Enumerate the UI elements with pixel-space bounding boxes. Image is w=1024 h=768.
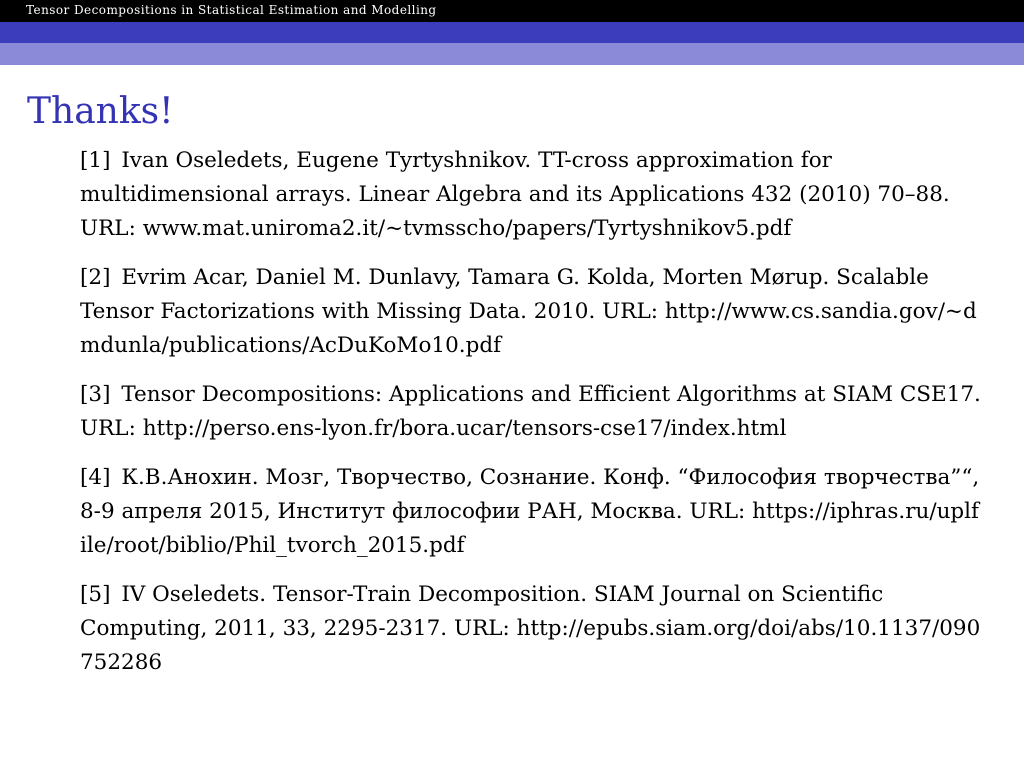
reference-number: [2] <box>80 265 111 290</box>
reference-number: [3] <box>80 382 111 407</box>
reference-number: [4] <box>80 465 111 490</box>
reference-url[interactable]: http://epubs.siam.org/doi/abs/10.1137/090752286 <box>80 616 981 675</box>
reference-url[interactable]: http://perso.ens-lyon.fr/bora.ucar/tensors-cse17/index.html <box>142 416 787 441</box>
header-bar <box>0 0 1024 22</box>
reference-text: Ivan Oseledets, Eugene Tyrtyshnikov. TT-cross approximation for multidimensional arrays. Linear Algebra and its Applications 432 (2010) 70–88. URL: <box>80 148 950 241</box>
reference-number: [5] <box>80 582 111 607</box>
reference-list <box>80 144 985 695</box>
frame-title: Thanks! <box>27 91 174 132</box>
reference-text: Evrim Acar, Daniel M. Dunlavy, Tamara G. Kolda, Morten Mørup. Scalable Tensor Factorizations with Missing Data. 2010. URL: <box>80 265 929 324</box>
reference-item <box>80 461 985 563</box>
header-band-light <box>0 43 1024 65</box>
presentation-title: Tensor Decompositions in Statistical Estimation and Modelling <box>26 3 437 17</box>
reference-item <box>80 378 985 446</box>
reference-item <box>80 144 985 246</box>
reference-text: Tensor Decompositions: Applications and Efficient Algorithms at SIAM CSE17. URL: <box>80 382 981 441</box>
reference-item <box>80 261 985 363</box>
reference-number: [1] <box>80 148 111 173</box>
reference-url[interactable]: http://www.cs.sandia.gov/~dmdunla/publications/AcDuKoMo10.pdf <box>80 299 977 358</box>
reference-url[interactable]: www.mat.uniroma2.it/~tvmsscho/papers/Tyrtyshnikov5.pdf <box>142 216 792 241</box>
reference-text: IV Oseledets. Tensor-Train Decomposition. SIAM Journal on Scientific Computing, 2011, 33, 2295-2317. URL: <box>80 582 884 641</box>
header-band-dark <box>0 22 1024 43</box>
reference-item <box>80 578 985 680</box>
reference-text: К.В.Анохин. Мозг, Творчество, Сознание. Конф. “Философия творчества”“, 8-9 апреля 2015, Институт философии РАН, Москва. URL: <box>80 465 980 524</box>
reference-url[interactable]: https://iphras.ru/uplfile/root/biblio/Phil_tvorch_2015.pdf <box>80 499 980 558</box>
